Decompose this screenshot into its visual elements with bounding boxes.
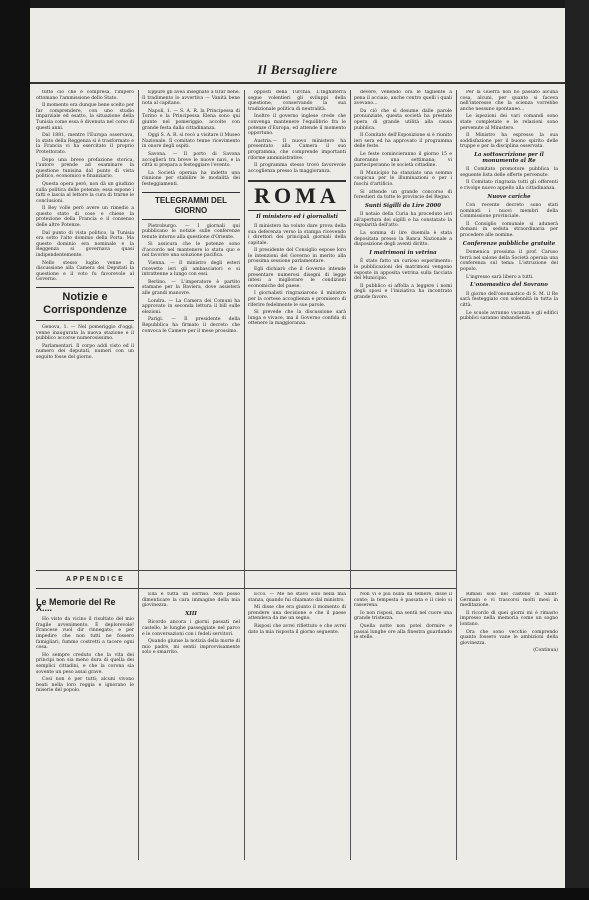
feuilleton-column-2 [142, 592, 240, 872]
scan-left-edge [0, 0, 30, 900]
paragraph: tutto ciò che è compresa, l'impero ottomano l'ammissione dello Stato. [36, 90, 134, 101]
paragraph: Il ministero ha voluto dare prova della sua deferenza verso la stampa ricevendo i direttori dei principali giornali della capitale. [248, 223, 346, 246]
paragraph: Ora che sono vecchio comprendo quanto fossero vane le ambizioni della giovinezza. [460, 629, 558, 646]
paragraph: Così non è per tutti; alcuni vivono beati nella loro reggia e ignorano le miserie del popolo. [36, 677, 134, 694]
section-headline-notizie: Notizie e Corrispondenze [36, 287, 134, 321]
masthead-title: Il Bersagliere [257, 62, 338, 77]
paragraph: Il Bey volle però avere un rimedio a questo stato di cose e chiese la protezione della Francia e il consenso delle altre Potenze. [36, 206, 134, 229]
paragraph: Il momento era dunque bene scelto per far comprendere, con uno studio imparziale ed esatto, la situazione della Tunisia come essa è divenuta nel corso di questi anni. [36, 103, 134, 131]
paragraph: Quando giunse la notizia della morte di mio padre, mi sentii improvvisamente solo e smarrito. [142, 639, 240, 656]
paragraph: Parlamentari. Il corpo addi visto ed il numero dei deputati, numeri con un seguito fosse del giorno. [36, 343, 134, 360]
feuilleton-title: Le Memorie del Re X.... [36, 597, 116, 613]
paragraph: Rimasi solo nel castello di Saint-Germain e vi trascorsi molti mesi in meditazione. [460, 592, 558, 609]
paragraph: La somma di lire duemila è stata depositata presso la Banca Nazionale a disposizione degli aventi diritto. [354, 231, 452, 248]
paragraph: Ho sempre creduto che la vita dei principi non sia meno dura di quella dei semplici cittadini, e che la corona sia sovente un peso assai grave. [36, 652, 134, 675]
paragraph: Si attende un grande concorso di forestieri da tutte le provincie del Regno. [354, 189, 452, 201]
column-rule [244, 90, 245, 860]
feuilleton-column-4 [354, 592, 452, 872]
paragraph: Ella è tutta un sorriso. Non posso dimenticare la cara immagine della mia giovinezza. [142, 592, 240, 609]
masthead [30, 58, 565, 84]
paragraph: Dopo una breve prefazione storica, l'autore prende ad esaminare la questione tunisina dal punto di vista politico, economico e finanziario. [36, 157, 134, 180]
paragraph: Londra. — La Camera dei Comuni ha approvato in seconda lettura il bill sulle elezioni. [142, 298, 240, 315]
paragraph: Quella notte non potei dormire e passai lunghe ore alla finestra guardando le stelle. [354, 623, 452, 641]
paragraph: Il programma stesso trovò favorevole accoglienza presso la maggioranza. [248, 163, 346, 174]
paragraph: Ricordo ancora i giorni passati nel castello, le lunghe passeggiate nel parco e le conversazioni con i fedeli servitori. [142, 620, 240, 637]
paragraph: Nello stesso luglio venne in discussione alla Camera dei Deputati la questione e il voto fu favorevole al Governo. [36, 260, 134, 283]
paragraph: Il ricordo di quei giorni mi è rimasto impresso nella memoria come un sogno lontano. [460, 610, 558, 627]
paragraph: Il giorno dell'onomastico di S. M. il Re sarà festeggiato con solennità in tutta la città. [460, 291, 558, 308]
paragraph: Il presidente del Consiglio espose loro le intenzioni del Governo in merito alla prossima sessione parlamentare. [248, 248, 346, 265]
column-rule [456, 90, 457, 860]
paragraph: Le ispezioni dei vari comandi sono state completate e le relazioni sono pervenute al Ministero. [460, 114, 558, 131]
paragraph: Risposi che avrei riflettuto e che avrei dato la mia risposta il giorno seguente. [248, 623, 346, 635]
paragraph: Domenica prossima il prof. Caruso terrà nel salone della Società operaia una conferenza sul tema: L'istruzione del popolo. [460, 250, 558, 273]
feuilleton-column-5 [460, 592, 558, 872]
paragraph: Egli dichiarò che il Governo intende presentare numerosi disegni di legge intesi a migliorare le condizioni economiche del paese. [248, 267, 346, 289]
paragraph: Le feste comincieranno il giorno 15 e dureranno una settimana; vi parteciperanno le società cittadine. [354, 151, 452, 169]
paragraph: Da ciò che si desume dalle parole pronunziate, questa società ha prestato opera di grande utilità alla causa pubblica. [354, 108, 452, 131]
paragraph: Dal 1881, mentre l'Europa osservava, lo stato della Reggenza si è trasformato e la Francia vi ha esercitato il proprio Protettorato. [36, 133, 134, 155]
subheading: L'onomastico del Sovrano [470, 282, 548, 289]
paragraph: Il Ministro ha espresso la sua soddisfazione per il buono spirito delle truppe e per la disciplina osservata. [460, 133, 558, 150]
appendice-label-bar [36, 576, 456, 586]
paragraph: Austria.— Il nuovo ministero ha presentato alla Camera il suo programma, che comprende importanti riforme amministrative. [248, 138, 346, 161]
paragraph: Napoli, 1. — S. A. R. la Principessa di Torino e la Principessa Elena sono qui giunte nel pomeriggio, accolte con grande festa dalla cittadinanza. [142, 108, 240, 131]
paragraph: opposti della Turchia. L'Inghilterra segue volentieri gli sviluppi della questione, conservando la sua tradizionale politica di neutralità. [248, 90, 346, 112]
section-headline-telegrammi: TELEGRAMMI DEL GIORNO [142, 192, 240, 220]
paragraph: Genova, 1. — Nel pomeriggio d'oggi, venne inaugurata la nuova stazione e il pubblico accorse numerosissimo. [36, 325, 134, 342]
subheading: Nuove cariche [487, 193, 531, 200]
paragraph: Berlino. — L'imperatore è partito stamane per la Baviera, dove assisterà alle grandi manovre. [142, 279, 240, 297]
paragraph: Dal punto di vista politico, la Tunisia era sotto l'alto dominio della Porta. Ma questo dominio era nominale e la Reggenza si governava quasi indipendentemente. [36, 230, 134, 259]
subheading: Sunti Sigilli da Lire 2000 [364, 202, 442, 209]
paragraph: Si prevede che la discussione sarà lunga e vivace, ma il Governo confida di ottenere la maggioranza. [248, 310, 346, 327]
section-headline-roma: ROMA [248, 180, 346, 211]
paragraph: Eppure gli avea insegnato a tirar bene. Il tradimento lo avvertiva — Vanità bene nota al capitano. [142, 90, 240, 107]
paragraph: Il Comitato ringrazia tutti gli offerenti e rivolge nuovo appello alla cittadinanza. [460, 180, 558, 191]
paragraph: Questa opera però, non dà un giudizio sulla politica delle potenze; essa espone i fatti e lascia al lettore la cura di trarne le conclusioni. [36, 181, 134, 204]
paragraph: Il pubblico si affolla a leggere i nomi degli sposi e l'iniziativa ha incontrato grande favore. [354, 283, 452, 300]
paragraph: Con recente decreto sono stati nominati i nuovi membri della Commissione provinciale. [460, 203, 558, 220]
continua-label: (Continua) [533, 648, 558, 654]
feuilleton-column-3 [248, 592, 346, 872]
paragraph: Il notaio della Curia ha proceduto ieri all'apertura dei sigilli e ha constatato la regolarità dell'atto. [354, 212, 452, 229]
scan-right-edge [565, 0, 589, 900]
paragraph: Oggi S. A. R. si recò a visitare il Museo Nazionale. Il comitato tenne ricevimento in onore degli ospiti. [142, 133, 240, 150]
scan-bottom-edge [0, 888, 589, 900]
subheading: La sottoscrizione per il monumento al Re [474, 151, 544, 164]
column-5 [460, 90, 558, 580]
paragraph: Il Municipio ha stanziato una somma cospicua per le illuminazioni e per i fuochi d'artificio. [354, 170, 452, 187]
feuilleton-column-1 [36, 592, 134, 872]
paragraph: È stato fatto un curioso esperimento: le pubblicazioni dei matrimoni vengono esposte in apposita vetrina sulla facciata del Municipio. [354, 259, 452, 282]
paragraph: Inoltre il governo inglese crede che convenga mantenere l'equilibrio fra le potenze d'Europa, ed attende il momento opportuno. [248, 114, 346, 137]
paragraph: devere, venendo ora le tagliente a pena il acciaio, anche contro quelli i quali avevano... [354, 90, 452, 107]
paragraph: Ho visto da vicino il risultato del mio fragile avvenimento. È deplorevole! Francese vuol dir rinnegato; e per impedire che non tutti ne fossero famigliari, fummo costretti a tacere ogni cosa. [36, 617, 134, 651]
column-rule [138, 90, 139, 860]
paragraph: Pietroburgo. — I giornali qui pubblicano le notizie sulle conferenze tenute intorno alla questione d'Oriente. [142, 223, 240, 240]
paragraph: Savona. — Il porto di Savona accoglierà tra breve le nuove navi, e la città si prepara a festeggiare l'evento. [142, 151, 240, 169]
paragraph: Io non risposi, ma sentii nel cuore una grande tristezza. [354, 610, 452, 622]
paragraph: Vienna. — Il ministro degli esteri ricevette ieri gli ambasciatori e si intrattenne a lungo con essi. [142, 261, 240, 278]
paragraph: Il Consiglio comunale si adunerà domani in seduta straordinaria per procedere alle nomine. [460, 221, 558, 239]
subheading: Conferenze pubbliche gratuite [462, 240, 556, 247]
paragraph: Non vi è più nulla da temere, disse il conte; la tempesta è passata e il cielo si rasserena. [354, 592, 452, 609]
paragraph: Ecco. — Me ne stavo solo nella mia stanza, quando fui chiamato dal ministro. [248, 592, 346, 603]
appendice-rule-top [36, 570, 456, 571]
paragraph: Il Comitato dell'Esposizione si è riunito ieri sera ed ha approvato il programma delle feste. [354, 133, 452, 150]
appendice-label: APPENDICE [66, 576, 125, 583]
paragraph: Mi disse che era giunto il momento di prendere una decisione e che il paese attendeva da me un segno. [248, 605, 346, 622]
chapter-number: XIII [185, 610, 197, 617]
appendice-rule-bottom [36, 588, 456, 589]
column-rule [350, 90, 351, 860]
paragraph: Le scuole avranno vacanza e gli edifici pubblici saranno imbandierati. [460, 310, 558, 322]
paragraph: I giornalisti ringraziarono il ministro per la cortese accoglienza e promisero di riferire fedelmente le sue parole. [248, 291, 346, 308]
paragraph: La Società operaia ha indetto una riunione per stabilire le modalità dei festeggiamenti. [142, 170, 240, 187]
paragraph: L'ingresso sarà libero a tutti. [466, 274, 534, 280]
subheading: Il ministero ed i giornalisti [256, 214, 338, 221]
newspaper-page [30, 8, 565, 888]
paragraph: Per la Guerra non ho passato alcuna cosa, alcuni, per quanto si faceva nell'interesse che la scienza vorrebbe anche nessuno spontaneo... [460, 90, 558, 112]
subheading: I matrimoni in vetrina [369, 249, 437, 256]
paragraph: Si assicura che le potenze sono d'accordo nel mantenere lo statu quo e nel favorire una soluzione pacifica. [142, 242, 240, 259]
paragraph: Parigi. — Il presidente della Repubblica ha firmato il decreto che convoca le Camere per il mese prossimo. [142, 317, 240, 334]
paragraph: Il Comitato promotore pubblica la seguente lista delle offerte pervenute. [460, 167, 558, 178]
